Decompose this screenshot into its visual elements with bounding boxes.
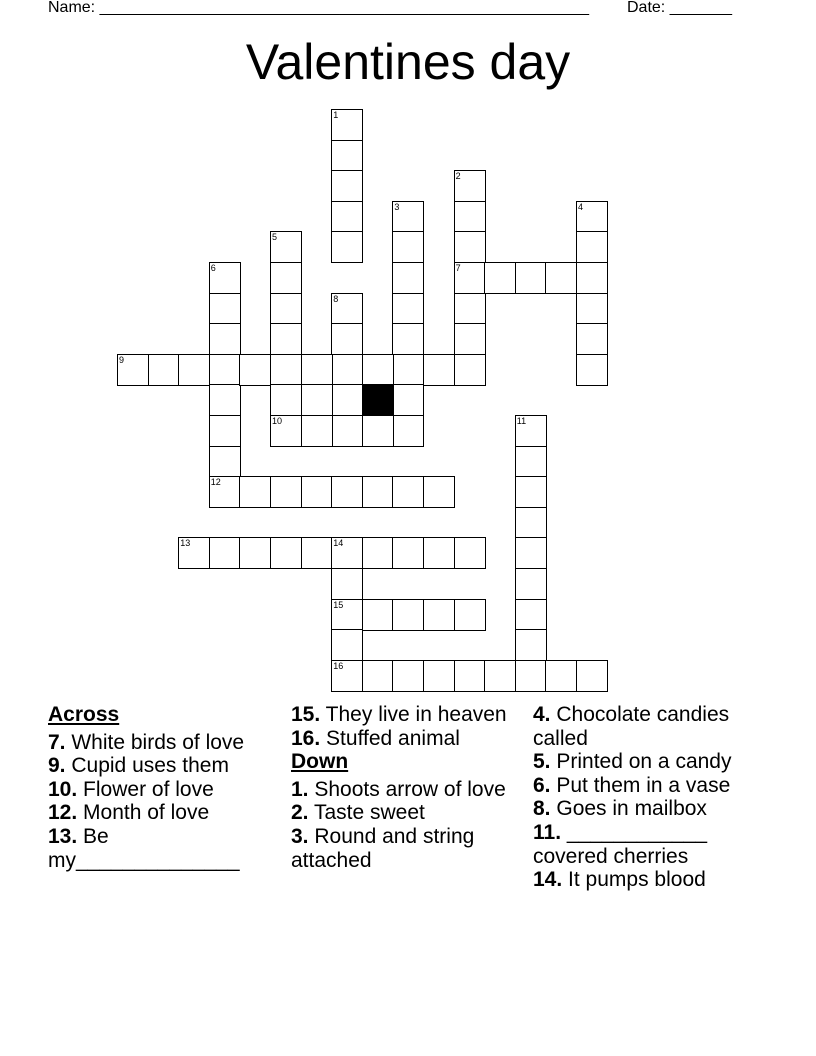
clue-number: 3. [291, 824, 309, 848]
grid-cell[interactable] [117, 354, 149, 386]
grid-cell[interactable] [331, 660, 363, 692]
clue-number: 13. [48, 824, 78, 848]
clue-across-7 [48, 731, 268, 755]
grid-cell[interactable] [484, 660, 516, 692]
grid-cell[interactable] [362, 660, 394, 692]
grid-cell[interactable] [331, 537, 363, 569]
clue-down-8 [533, 797, 748, 821]
clue-across-10 [48, 778, 268, 802]
grid-cell[interactable] [545, 660, 577, 692]
grid-cell[interactable] [331, 170, 363, 202]
across-heading: Across [48, 703, 120, 726]
clue-down-14 [533, 868, 748, 892]
clue-text: Cupid uses them [71, 754, 229, 778]
grid-cell[interactable] [270, 384, 302, 416]
grid-cell[interactable] [270, 262, 302, 294]
grid-cell[interactable] [331, 415, 363, 447]
clue-across-13 [48, 825, 268, 872]
grid-cell[interactable] [331, 599, 363, 631]
cell-number: 1 [333, 110, 339, 120]
grid-cell[interactable] [331, 384, 363, 416]
grid-cell[interactable] [209, 354, 241, 386]
clue-down-3 [291, 825, 511, 872]
grid-cell[interactable] [331, 629, 363, 661]
grid-cell[interactable] [239, 354, 271, 386]
grid-cell[interactable] [331, 109, 363, 141]
grid-cell[interactable] [392, 384, 424, 416]
cell-number: 6 [210, 263, 216, 273]
grid-cell[interactable] [515, 537, 547, 569]
cell-number: 4 [578, 201, 584, 212]
grid-cell[interactable] [301, 537, 333, 569]
clue-column-2 [291, 703, 511, 872]
name-field-label: Name: _______________________________________________________ [48, 0, 589, 16]
clue-down-11 [533, 821, 748, 868]
clue-text: Taste sweet [313, 801, 425, 825]
clue-text: Chocolate candies called [533, 703, 730, 750]
grid-cell[interactable] [301, 476, 333, 508]
clue-number: 15. [291, 703, 321, 726]
clue-number: 8. [533, 797, 551, 821]
grid-cell[interactable] [515, 262, 547, 294]
grid-cell[interactable] [454, 293, 486, 325]
grid-cell[interactable] [423, 537, 455, 569]
clue-text: Round and string attached [291, 824, 475, 872]
grid-cell[interactable] [270, 537, 302, 569]
grid-cell[interactable] [301, 354, 333, 386]
clue-text: White birds of love [71, 730, 245, 754]
grid-cell[interactable] [362, 476, 394, 508]
grid-cell[interactable] [576, 231, 608, 263]
clue-text: They live in heaven [325, 703, 507, 726]
grid-cell[interactable] [545, 262, 577, 294]
clue-text: Goes in mailbox [556, 797, 707, 821]
grid-cell[interactable] [515, 476, 547, 508]
grid-cell[interactable] [423, 354, 455, 386]
grid-cell[interactable] [454, 170, 486, 202]
cell-number: 16 [333, 660, 344, 671]
grid-cell[interactable] [331, 476, 363, 508]
grid-cell[interactable] [270, 476, 302, 508]
grid-cell[interactable] [331, 323, 363, 355]
cell-number: 11 [516, 416, 527, 426]
grid-cell[interactable] [331, 201, 363, 233]
cell-number: 10 [272, 416, 283, 426]
grid-cell[interactable] [576, 262, 608, 294]
grid-cell[interactable] [301, 384, 333, 416]
clue-number: 11. [533, 820, 562, 844]
grid-cell[interactable] [301, 415, 333, 447]
grid-cell[interactable] [576, 354, 608, 386]
grid-cell[interactable] [423, 476, 455, 508]
clue-number: 6. [533, 773, 551, 797]
grid-cell[interactable] [515, 599, 547, 631]
grid-cell[interactable] [209, 384, 241, 416]
clue-column-3 [533, 703, 748, 892]
grid-cell[interactable] [515, 568, 547, 600]
grid-cell[interactable] [454, 660, 486, 692]
grid-cell[interactable] [178, 537, 210, 569]
grid-cell[interactable] [331, 140, 363, 172]
grid-cell[interactable] [392, 201, 424, 233]
grid-cell[interactable] [454, 354, 486, 386]
grid-cell[interactable] [392, 415, 424, 447]
clue-text: It pumps blood [568, 868, 706, 892]
grid-cell[interactable] [270, 323, 302, 355]
clue-down-6 [533, 774, 748, 798]
clue-down-5 [533, 750, 748, 774]
clue-number: 1. [291, 777, 309, 801]
grid-cell[interactable] [270, 354, 302, 386]
grid-cell[interactable] [392, 599, 424, 631]
grid-cell[interactable] [362, 354, 394, 386]
clue-column-1 [48, 703, 268, 872]
grid-cell[interactable] [331, 231, 363, 263]
grid-cell[interactable] [178, 354, 210, 386]
cell-number: 12 [210, 477, 221, 488]
grid-cell[interactable] [209, 262, 241, 294]
grid-cell[interactable] [239, 476, 271, 508]
clue-text: Be my______________ [48, 824, 240, 872]
grid-cell[interactable] [454, 231, 486, 263]
grid-cell[interactable] [392, 537, 424, 569]
cell-number: 9 [119, 354, 125, 365]
clue-number: 2. [291, 801, 309, 825]
grid-cell[interactable] [362, 537, 394, 569]
clue-number: 12. [48, 801, 78, 825]
grid-cell[interactable] [515, 415, 547, 447]
clue-text: Shoots arrow of love [314, 777, 506, 801]
date-field-label: Date: _______ [627, 0, 732, 16]
cell-number: 8 [333, 293, 339, 304]
clue-across-16 [291, 727, 511, 751]
clue-down-2 [291, 801, 511, 825]
clue-number: 7. [48, 730, 66, 754]
grid-cell[interactable] [576, 293, 608, 325]
grid-cell[interactable] [454, 537, 486, 569]
grid-cell[interactable] [209, 537, 241, 569]
grid-cell[interactable] [576, 323, 608, 355]
down-heading: Down [291, 750, 349, 774]
grid-cell[interactable] [392, 231, 424, 263]
grid-cell[interactable] [392, 476, 424, 508]
grid-cell[interactable] [392, 660, 424, 692]
grid-cell[interactable] [392, 293, 424, 325]
cell-number: 13 [180, 538, 191, 549]
clue-text: Put them in a vase [556, 773, 731, 797]
grid-cell[interactable] [209, 323, 241, 355]
grid-cell[interactable] [576, 201, 608, 233]
grid-cell[interactable] [392, 354, 424, 386]
clue-down-1 [291, 778, 511, 802]
grid-cell[interactable] [209, 293, 241, 325]
grid-cell[interactable] [423, 660, 455, 692]
clue-number: 16. [291, 726, 321, 750]
grid-cell[interactable] [270, 231, 302, 263]
grid-cell[interactable] [454, 262, 486, 294]
grid-cell[interactable] [331, 354, 363, 386]
grid-cell[interactable] [515, 629, 547, 661]
grid-cell[interactable] [454, 599, 486, 631]
grid-cell[interactable] [239, 537, 271, 569]
clue-across-12 [48, 801, 268, 825]
grid-cell[interactable] [484, 262, 516, 294]
grid-cell[interactable] [454, 323, 486, 355]
clue-number: 14. [533, 868, 563, 892]
grid-cell[interactable] [331, 568, 363, 600]
grid-cell[interactable] [270, 293, 302, 325]
cell-number: 7 [455, 263, 461, 273]
clue-text: Stuffed animal [326, 726, 460, 750]
cell-number: 2 [455, 171, 461, 182]
grid-cell[interactable] [209, 446, 241, 478]
grid-cell[interactable] [270, 415, 302, 447]
grid-cell[interactable] [362, 415, 394, 447]
clue-text: Printed on a candy [556, 750, 732, 774]
grid-cell[interactable] [392, 323, 424, 355]
clue-text: Month of love [83, 801, 210, 825]
clue-across-9 [48, 754, 268, 778]
grid-cell[interactable] [362, 599, 394, 631]
clue-across-15 [291, 703, 511, 727]
clue-text: Flower of love [83, 777, 214, 801]
grid-cell[interactable] [454, 201, 486, 233]
grid-cell[interactable] [423, 599, 455, 631]
cell-number: 14 [333, 538, 344, 549]
grid-cell[interactable] [576, 660, 608, 692]
clue-text: ____________ covered cherries [533, 820, 708, 868]
grid-cell[interactable] [392, 262, 424, 294]
cell-number: 3 [394, 201, 400, 212]
grid-cell[interactable] [209, 415, 241, 447]
grid-cell[interactable] [515, 660, 547, 692]
grid-cell[interactable] [148, 354, 180, 386]
clue-number: 10. [48, 777, 78, 801]
cell-number: 15 [333, 599, 344, 610]
clue-number: 5. [533, 750, 551, 774]
page-title: Valentines day [245, 34, 571, 90]
grid-block [362, 384, 394, 416]
clue-number: 9. [48, 754, 66, 778]
cell-number: 5 [272, 232, 278, 243]
clue-down-4 [533, 703, 748, 750]
clue-number: 4. [533, 703, 551, 726]
grid-cell[interactable] [209, 476, 241, 508]
grid-cell[interactable] [515, 446, 547, 478]
grid-cell[interactable] [331, 293, 363, 325]
grid-cell[interactable] [515, 507, 547, 539]
